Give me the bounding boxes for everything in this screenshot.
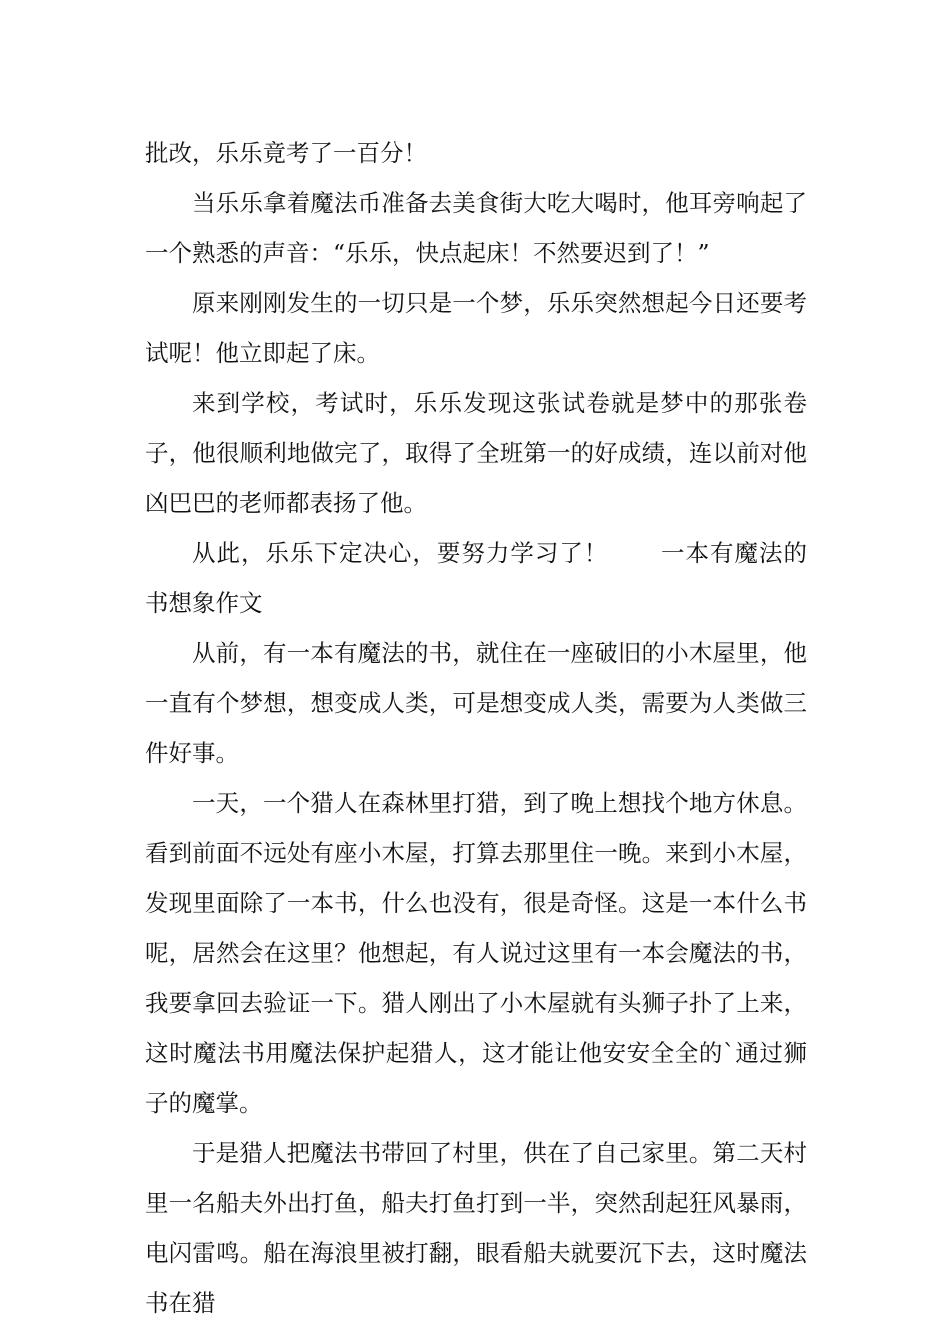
paragraph-5 xyxy=(145,528,807,628)
resolution-sentence: 从此，乐乐下定决心，要努力学习了！ xyxy=(192,539,609,567)
document-body xyxy=(145,128,807,1328)
paragraph-8: 于是猎人把魔法书带回了村里，供在了自己家里。第二天村里一名船夫外出打鱼，船夫打鱼打到一半，突然刮起狂风暴雨，电闪雷鸣。船在海浪里被打翻，眼看船夫就要沉下去，这时魔法书在猎 xyxy=(145,1139,807,1317)
paragraph-7: 一天，一个猎人在森林里打猎，到了晚上想找个地方休息。看到前面不远处有座小木屋，打算去那里住一晚。来到小木屋，发现里面除了一本书，什么也没有，很是奇怪。这是一本什么书呢，居然会在这里？他想起，有人说过这里有一本会魔法的书，我要拿回去验证一下。猎人刚出了小木屋就有头狮子扑了上来，这时魔法书用魔法保护起猎人，这才能让他安安全全的`通过狮子的魔掌。 xyxy=(145,789,807,1117)
paragraph-1: 批改，乐乐竟考了一百分！ xyxy=(145,139,427,167)
paragraph-3: 原来刚刚发生的一切只是一个梦，乐乐突然想起今日还要考试呢！他立即起了床。 xyxy=(145,289,807,367)
essay-title: 一本有魔法的书想象作文 xyxy=(145,539,808,617)
paragraph-2: 当乐乐拿着魔法币准备去美食街大吃大喝时，他耳旁响起了一个熟悉的声音：“乐乐，快点起床！不然要迟到了！” xyxy=(145,189,807,267)
paragraph-6: 从前，有一本有魔法的书，就住在一座破旧的小木屋里，他一直有个梦想，想变成人类，可是想变成人类，需要为人类做三件好事。 xyxy=(145,639,807,767)
paragraph-4: 来到学校，考试时，乐乐发现这张试卷就是梦中的那张卷子，他很顺利地做完了，取得了全班第一的好成绩，连以前对他凶巴巴的老师都表扬了他。 xyxy=(145,389,807,517)
